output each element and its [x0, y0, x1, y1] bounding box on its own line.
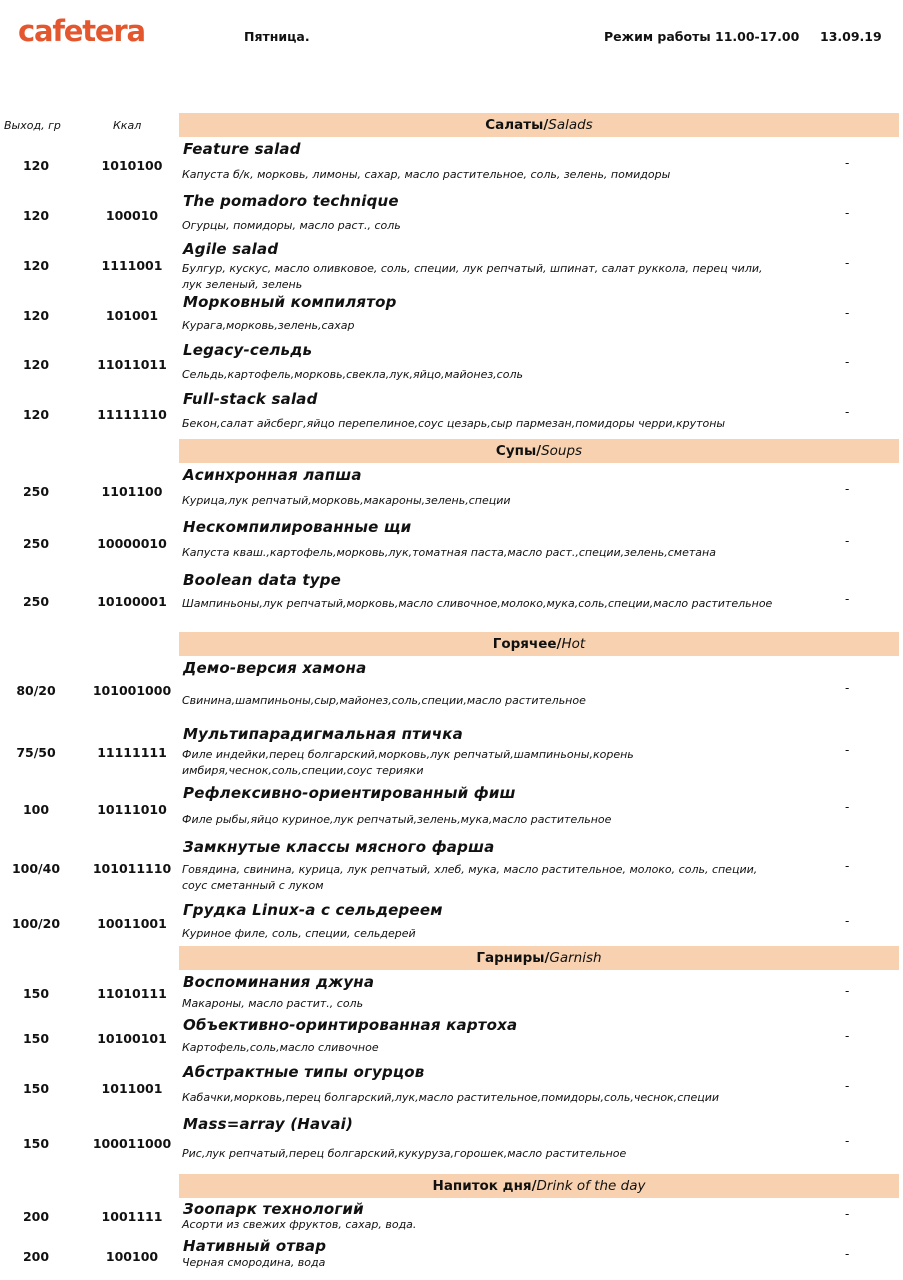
- column-header-kcal: Ккал: [113, 119, 142, 132]
- item-name: Mass=array (Havai): [183, 1115, 354, 1133]
- item-weight: 120: [22, 308, 50, 323]
- item-weight: 120: [22, 258, 50, 273]
- item-kcal: 101011110: [92, 861, 172, 876]
- item-price: -: [845, 743, 850, 757]
- item-weight: 100/40: [11, 861, 61, 876]
- item-weight: 75/50: [16, 745, 56, 760]
- item-kcal: 1001111: [101, 1209, 163, 1224]
- item-kcal: 10111010: [97, 802, 167, 817]
- section-title-ru: Горячее/: [492, 636, 562, 652]
- item-weight: 200: [22, 1249, 50, 1264]
- section-header: [179, 113, 899, 137]
- item-kcal: 1010100: [101, 158, 163, 173]
- item-kcal: 10011001: [97, 916, 167, 931]
- item-price: -: [845, 156, 850, 170]
- item-name: Асинхронная лапша: [183, 466, 362, 484]
- item-price: -: [845, 914, 850, 928]
- column-header-weight: Выход, гр: [4, 119, 61, 132]
- cafetera-logo: cafetera: [18, 14, 145, 48]
- section-title-ru: Салаты/: [485, 117, 549, 133]
- item-price: -: [845, 482, 850, 496]
- item-price: -: [845, 1079, 850, 1093]
- section-title-ru: Супы/: [495, 443, 542, 459]
- menu-date: 13.09.19: [820, 29, 882, 44]
- item-description: Курага,морковь,зелень,сахар: [182, 319, 355, 332]
- section-title-en: Salads: [548, 117, 593, 133]
- item-weight: 80/20: [16, 683, 56, 698]
- item-price: -: [845, 1029, 850, 1043]
- item-name: Воспоминания джуна: [183, 973, 375, 991]
- item-name: Feature salad: [183, 140, 301, 158]
- item-name: Agile salad: [183, 240, 279, 258]
- section-title-ru: Гарниры/: [476, 950, 550, 966]
- item-name: Демо-версия хамона: [183, 659, 367, 677]
- item-name: Морковный компилятор: [183, 293, 397, 311]
- item-kcal: 10000010: [97, 536, 167, 551]
- item-kcal: 11010111: [97, 986, 167, 1001]
- section-header: [179, 946, 899, 970]
- item-description: Шампиньоны,лук репчатый,морковь,масло сливочное,молоко,мука,соль,специи,масло растительное: [182, 597, 773, 610]
- item-weight: 120: [22, 158, 50, 173]
- item-kcal: 100011000: [92, 1136, 172, 1151]
- item-name: Рефлексивно-ориентированный фиш: [183, 784, 516, 802]
- item-weight: 150: [22, 1081, 50, 1096]
- item-weight: 120: [22, 208, 50, 223]
- item-price: -: [845, 592, 850, 606]
- item-name: Объективно-оринтированная картоха: [183, 1016, 518, 1034]
- item-kcal: 10100001: [97, 594, 167, 609]
- item-price: -: [845, 1134, 850, 1148]
- item-description: Капуста б/к, морковь, лимоны, сахар, масло растительное, соль, зелень, помидоры: [182, 168, 671, 181]
- section-title-en: Garnish: [549, 950, 602, 966]
- item-name: Мультипарадигмальная птичка: [183, 725, 463, 743]
- item-description: Макароны, масло растит., соль: [182, 997, 364, 1010]
- item-kcal: 11011011: [97, 357, 167, 372]
- item-price: -: [845, 859, 850, 873]
- section-title-en: Soups: [541, 443, 583, 459]
- item-name: Нативный отвар: [183, 1237, 327, 1255]
- item-weight: 250: [22, 594, 50, 609]
- working-hours: Режим работы 11.00-17.00: [604, 29, 800, 44]
- item-name: Замкнутые классы мясного фарша: [183, 838, 495, 856]
- item-description: Капуста кваш.,картофель,морковь,лук,томатная паста,масло раст.,специи,зелень,сметана: [182, 546, 716, 559]
- item-description: Кабачки,морковь,перец болгарский,лук,масло растительное,помидоры,соль,чеснок,специи: [182, 1091, 719, 1104]
- item-description: Картофель,соль,масло сливочное: [182, 1041, 379, 1054]
- item-description: Асорти из свежих фруктов, сахар, вода.: [182, 1218, 417, 1231]
- item-description: Черная смородина, вода: [182, 1256, 326, 1269]
- item-description: Свинина,шампиньоны,сыр,майонез,соль,специи,масло растительное: [182, 694, 586, 707]
- item-weight: 120: [22, 407, 50, 422]
- item-weight: 100: [22, 802, 50, 817]
- item-description: Булгур, кускус, масло оливковое, соль, специи, лук репчатый, шпинат, салат руккола, перец чили, лук зеленый, зелень: [182, 262, 763, 291]
- section-title-ru: Напиток дня/: [432, 1178, 537, 1194]
- item-name: Зоопарк технологий: [183, 1200, 364, 1218]
- item-kcal: 100100: [105, 1249, 159, 1264]
- item-weight: 150: [22, 1031, 50, 1046]
- item-kcal: 11111110: [97, 407, 167, 422]
- item-kcal: 1111001: [101, 258, 163, 273]
- day-label: Пятница.: [244, 29, 310, 44]
- item-name: Boolean data type: [183, 571, 342, 589]
- item-kcal: 10100101: [97, 1031, 167, 1046]
- item-description: Огурцы, помидоры, масло раст., соль: [182, 219, 401, 232]
- item-price: -: [845, 984, 850, 998]
- item-price: -: [845, 405, 850, 419]
- item-kcal: 1101100: [101, 484, 163, 499]
- item-weight: 250: [22, 536, 50, 551]
- section-title-en: Drink of the day: [536, 1178, 646, 1194]
- item-name: Full-stack salad: [183, 390, 318, 408]
- item-kcal: 101001: [105, 308, 159, 323]
- item-description: Бекон,салат айсберг,яйцо перепелиное,соус цезарь,сыр пармезан,помидоры черри,крутоны: [182, 417, 726, 430]
- item-description: Сельдь,картофель,морковь,свекла,лук,яйцо,майонез,соль: [182, 368, 523, 381]
- item-kcal: 11111111: [97, 745, 167, 760]
- item-name: Legacy-сельдь: [183, 341, 313, 359]
- item-description: Филе рыбы,яйцо куриное,лук репчатый,зелень,мука,масло растительное: [182, 813, 612, 826]
- item-name: The pomadoro technique: [183, 192, 399, 210]
- item-price: -: [845, 1207, 850, 1221]
- section-header: [179, 1174, 899, 1198]
- item-weight: 120: [22, 357, 50, 372]
- item-weight: 150: [22, 986, 50, 1001]
- item-price: -: [845, 534, 850, 548]
- item-price: -: [845, 681, 850, 695]
- item-weight: 250: [22, 484, 50, 499]
- section-header: [179, 632, 899, 656]
- item-price: -: [845, 206, 850, 220]
- item-weight: 100/20: [11, 916, 61, 931]
- item-name: Нескомпилированные щи: [183, 518, 412, 536]
- item-price: -: [845, 355, 850, 369]
- item-kcal: 101001000: [92, 683, 172, 698]
- item-price: -: [845, 306, 850, 320]
- item-description: Филе индейки,перец болгарский,морковь,лук репчатый,шампиньоны,корень имбиря,чеснок,соль,специи,соус терияки: [182, 748, 634, 777]
- item-description: Куриное филе, соль, специи, сельдерей: [182, 927, 416, 940]
- item-weight: 200: [22, 1209, 50, 1224]
- item-description: Рис,лук репчатый,перец болгарский,кукуруза,горошек,масло растительное: [182, 1147, 627, 1160]
- item-name: Грудка Linux-а с сельдереем: [183, 901, 443, 919]
- item-price: -: [845, 800, 850, 814]
- item-price: -: [845, 1247, 850, 1261]
- item-price: -: [845, 256, 850, 270]
- item-description: Говядина, свинина, курица, лук репчатый, хлеб, мука, масло растительное, молоко, соль, специи, соус сметанный с луком: [182, 863, 758, 892]
- item-weight: 150: [22, 1136, 50, 1151]
- section-title-en: Hot: [561, 636, 586, 652]
- item-kcal: 1011001: [101, 1081, 163, 1096]
- item-description: Курица,лук репчатый,морковь,макароны,зелень,специи: [182, 494, 511, 507]
- item-name: Абстрактные типы огурцов: [183, 1063, 425, 1081]
- item-kcal: 100010: [105, 208, 159, 223]
- section-header: [179, 439, 899, 463]
